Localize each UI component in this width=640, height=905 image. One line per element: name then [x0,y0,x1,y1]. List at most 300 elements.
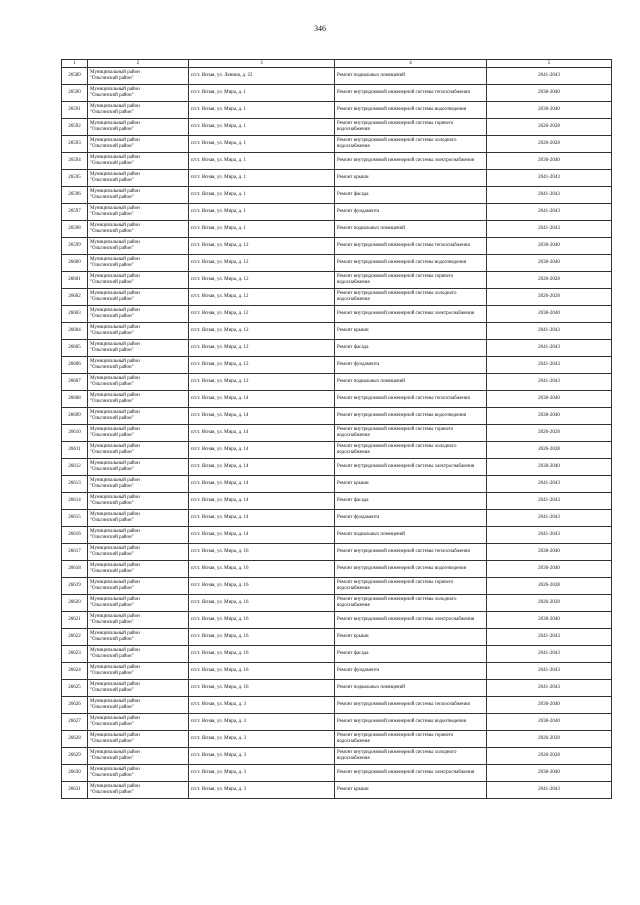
address-cell: п/ст. Ясная, ул. Мира, д. 12 [189,357,335,374]
column-number-header-row [62,60,612,68]
municipality-type: Муниципальный район [90,648,140,654]
municipality-type: Муниципальный район [90,631,140,637]
row-number: 26610 [62,425,88,442]
period-cell: 2041-2043 [487,170,612,187]
municipality-cell [88,748,189,765]
work-type-cell: Ремонт подвальных помещений [335,527,487,544]
row-number: 26605 [62,340,88,357]
work-type-cell: Ремонт подвальных помещений [335,221,487,238]
address-cell: п/ст. Ясная, ул. Мира, д. 12 [189,323,335,340]
address-cell: п/ст. Ясная, ул. Мира, д. 1 [189,170,335,187]
municipality-cell [88,408,189,425]
column-number-3: 3 [189,60,335,68]
municipality-name: "Ольгинский район" [90,467,134,472]
address-cell: п/ст. Ясная, ул. Ленина, д. 22 [189,68,335,85]
municipality-cell [88,612,189,629]
address-cell: п/ст. Ясная, ул. Мира, д. 16 [189,544,335,561]
municipality-type: Муниципальный район [90,699,140,705]
municipality-name: "Ольгинский район" [90,280,134,285]
municipality-type: Муниципальный район [90,682,140,688]
row-number: 26593 [62,136,88,153]
municipality-name: "Ольгинский район" [90,671,134,676]
period-cell: 2038-2040 [487,238,612,255]
municipality-cell [88,170,189,187]
work-type-cell: Ремонт крыши [335,782,487,799]
municipality-cell [88,374,189,391]
row-number: 26621 [62,612,88,629]
table-row [62,255,612,272]
address-cell: п/ст. Ясная, ул. Мира, д. 3 [189,748,335,765]
municipality-name: "Ольгинский район" [90,790,134,795]
row-number: 26608 [62,391,88,408]
table-row [62,476,612,493]
row-number: 26624 [62,663,88,680]
work-type-cell: Ремонт внутридомовой инженерной системы горячего водоснабжения [335,272,487,289]
municipality-name: "Ольгинский район" [90,756,134,761]
period-cell: 2026-2028 [487,578,612,595]
period-cell: 2038-2040 [487,612,612,629]
address-cell: п/ст. Ясная, ул. Мира, д. 12 [189,272,335,289]
work-type-cell: Ремонт внутридомовой инженерной системы теплоснабжения [335,544,487,561]
municipality-cell [88,272,189,289]
table-row [62,391,612,408]
municipality-cell [88,153,189,170]
municipality-name: "Ольгинский район" [90,212,134,217]
period-cell: 2041-2043 [487,204,612,221]
municipality-type: Муниципальный район [90,155,140,161]
work-type-cell: Ремонт внутридомовой инженерной системы водоотведения [335,255,487,272]
period-cell: 2038-2040 [487,85,612,102]
address-cell: п/ст. Ясная, ул. Мира, д. 16 [189,612,335,629]
municipality-name: "Ольгинский район" [90,450,134,455]
work-type-cell: Ремонт внутридомовой инженерной системы электроснабжения [335,765,487,782]
municipality-type: Муниципальный район [90,70,140,76]
table-row [62,357,612,374]
period-cell: 2038-2040 [487,408,612,425]
municipality-cell [88,663,189,680]
address-cell: п/ст. Ясная, ул. Мира, д. 16 [189,595,335,612]
municipality-type: Муниципальный район [90,189,140,195]
table-row [62,68,612,85]
row-number: 26631 [62,782,88,799]
address-cell: п/ст. Ясная, ул. Мира, д. 14 [189,391,335,408]
table-row [62,442,612,459]
address-cell: п/ст. Ясная, ул. Мира, д. 14 [189,527,335,544]
row-number: 26603 [62,306,88,323]
municipality-cell [88,459,189,476]
table-row [62,425,612,442]
municipality-type: Муниципальный район [90,240,140,246]
table-row [62,731,612,748]
row-number: 26590 [62,85,88,102]
table-row [62,153,612,170]
row-number: 26630 [62,765,88,782]
row-number: 26596 [62,187,88,204]
work-type-cell: Ремонт внутридомовой инженерной системы электроснабжения [335,306,487,323]
municipality-type: Муниципальный район [90,495,140,501]
address-cell: п/ст. Ясная, ул. Мира, д. 16 [189,578,335,595]
municipality-type: Муниципальный район [90,665,140,671]
row-number: 26607 [62,374,88,391]
table-row [62,102,612,119]
municipality-name: "Ольгинский район" [90,93,134,98]
period-cell: 2026-2028 [487,272,612,289]
row-number: 26619 [62,578,88,595]
row-number: 26604 [62,323,88,340]
municipality-name: "Ольгинский район" [90,637,134,642]
row-number: 26627 [62,714,88,731]
table-row [62,697,612,714]
municipality-cell [88,136,189,153]
row-number: 26589 [62,68,88,85]
table-row [62,714,612,731]
municipality-cell [88,425,189,442]
municipality-name: "Ольгинский район" [90,399,134,404]
period-cell: 2041-2043 [487,629,612,646]
table-row [62,646,612,663]
municipality-cell [88,765,189,782]
work-type-cell: Ремонт внутридомовой инженерной системы водоотведения [335,102,487,119]
table-row [62,663,612,680]
row-number: 26618 [62,561,88,578]
work-type-cell: Ремонт внутридомовой инженерной системы теплоснабжения [335,391,487,408]
work-type-cell: Ремонт крыши [335,476,487,493]
municipality-type: Муниципальный район [90,784,140,790]
municipality-type: Муниципальный район [90,308,140,314]
table-row [62,680,612,697]
municipality-name: "Ольгинский район" [90,365,134,370]
municipality-type: Муниципальный район [90,512,140,518]
municipality-type: Муниципальный район [90,359,140,365]
address-cell: п/ст. Ясная, ул. Мира, д. 14 [189,425,335,442]
municipality-name: "Ольгинский район" [90,501,134,506]
municipality-name: "Ольгинский район" [90,688,134,693]
period-cell: 2041-2043 [487,646,612,663]
address-cell: п/ст. Ясная, ул. Мира, д. 12 [189,238,335,255]
municipality-type: Муниципальный район [90,478,140,484]
table-row [62,238,612,255]
municipality-type: Муниципальный район [90,529,140,535]
column-number-1: 1 [62,60,88,68]
period-cell: 2041-2043 [487,782,612,799]
period-cell: 2041-2043 [487,187,612,204]
table-row [62,527,612,544]
period-cell: 2038-2040 [487,306,612,323]
table-row [62,612,612,629]
municipality-cell [88,323,189,340]
period-cell: 2038-2040 [487,544,612,561]
row-number: 26614 [62,493,88,510]
municipality-cell [88,595,189,612]
period-cell: 2041-2043 [487,476,612,493]
municipality-cell [88,340,189,357]
period-cell: 2041-2043 [487,663,612,680]
period-cell: 2041-2043 [487,357,612,374]
address-cell: п/ст. Ясная, ул. Мира, д. 1 [189,187,335,204]
work-type-cell: Ремонт крыши [335,323,487,340]
work-type-cell: Ремонт внутридомовой инженерной системы электроснабжения [335,153,487,170]
column-number-2: 2 [88,60,189,68]
municipality-cell [88,697,189,714]
page-number: 346 [314,24,326,33]
work-type-cell: Ремонт внутридомовой инженерной системы теплоснабжения [335,85,487,102]
address-cell: п/ст. Ясная, ул. Мира, д. 3 [189,714,335,731]
work-type-cell: Ремонт подвальных помещений [335,374,487,391]
work-type-cell: Ремонт фундамента [335,204,487,221]
table-row [62,595,612,612]
municipality-cell [88,204,189,221]
work-type-cell: Ремонт фасада [335,340,487,357]
work-type-cell: Ремонт внутридомовой инженерной системы холодного водоснабжения [335,136,487,153]
row-number: 26611 [62,442,88,459]
municipality-cell [88,561,189,578]
municipality-type: Муниципальный район [90,546,140,552]
work-type-cell: Ремонт подвальных помещений [335,68,487,85]
work-type-cell: Ремонт подвальных помещений [335,680,487,697]
municipality-cell [88,578,189,595]
municipality-name: "Ольгинский район" [90,314,134,319]
period-cell: 2041-2043 [487,527,612,544]
table-row [62,561,612,578]
row-number: 26602 [62,289,88,306]
period-cell: 2026-2028 [487,136,612,153]
address-cell: п/ст. Ясная, ул. Мира, д. 1 [189,153,335,170]
municipality-cell [88,357,189,374]
period-cell: 2041-2043 [487,221,612,238]
address-cell: п/ст. Ясная, ул. Мира, д. 3 [189,731,335,748]
column-number-5: 5 [487,60,612,68]
work-type-cell: Ремонт крыши [335,629,487,646]
table-row [62,306,612,323]
table-row [62,221,612,238]
row-number: 26606 [62,357,88,374]
period-cell: 2041-2043 [487,510,612,527]
row-number: 26594 [62,153,88,170]
table-row [62,136,612,153]
row-number: 26616 [62,527,88,544]
municipality-cell [88,255,189,272]
row-number: 26592 [62,119,88,136]
municipality-name: "Ольгинский район" [90,620,134,625]
municipality-type: Муниципальный район [90,291,140,297]
period-cell: 2041-2043 [487,323,612,340]
municipality-type: Муниципальный район [90,223,140,229]
municipality-type: Муниципальный район [90,444,140,450]
period-cell: 2041-2043 [487,493,612,510]
period-cell: 2038-2040 [487,714,612,731]
address-cell: п/ст. Ясная, ул. Мира, д. 12 [189,374,335,391]
row-number: 26628 [62,731,88,748]
municipality-type: Муниципальный район [90,342,140,348]
work-type-cell: Ремонт фундамента [335,357,487,374]
municipality-cell [88,238,189,255]
municipality-name: "Ольгинский район" [90,229,134,234]
municipality-name: "Ольгинский район" [90,127,134,132]
period-cell: 2038-2040 [487,561,612,578]
work-type-cell: Ремонт фундамента [335,663,487,680]
municipality-cell [88,714,189,731]
municipality-name: "Ольгинский район" [90,739,134,744]
municipality-name: "Ольгинский район" [90,110,134,115]
municipality-cell [88,391,189,408]
table-row [62,765,612,782]
municipality-cell [88,221,189,238]
address-cell: п/ст. Ясная, ул. Мира, д. 16 [189,680,335,697]
work-type-cell: Ремонт внутридомовой инженерной системы холодного водоснабжения [335,289,487,306]
address-cell: п/ст. Ясная, ул. Мира, д. 16 [189,629,335,646]
row-number: 26625 [62,680,88,697]
work-type-cell: Ремонт крыши [335,170,487,187]
address-cell: п/ст. Ясная, ул. Мира, д. 1 [189,85,335,102]
address-cell: п/ст. Ясная, ул. Мира, д. 3 [189,782,335,799]
table-body [62,68,612,799]
municipality-type: Муниципальный район [90,325,140,331]
municipality-cell [88,527,189,544]
period-cell: 2041-2043 [487,340,612,357]
municipality-type: Муниципальный район [90,614,140,620]
address-cell: п/ст. Ясная, ул. Мира, д. 1 [189,136,335,153]
address-cell: п/ст. Ясная, ул. Мира, д. 14 [189,493,335,510]
period-cell: 2026-2028 [487,289,612,306]
municipality-cell [88,68,189,85]
row-number: 26620 [62,595,88,612]
work-type-cell: Ремонт внутридомовой инженерной системы электроснабжения [335,459,487,476]
municipality-name: "Ольгинский район" [90,331,134,336]
municipality-name: "Ольгинский район" [90,195,134,200]
municipality-type: Муниципальный район [90,87,140,93]
row-number: 26597 [62,204,88,221]
municipality-name: "Ольгинский район" [90,263,134,268]
address-cell: п/ст. Ясная, ул. Мира, д. 14 [189,476,335,493]
municipality-type: Муниципальный район [90,427,140,433]
row-number: 26598 [62,221,88,238]
address-cell: п/ст. Ясная, ул. Мира, д. 1 [189,119,335,136]
address-cell: п/ст. Ясная, ул. Мира, д. 1 [189,102,335,119]
work-type-cell: Ремонт внутридомовой инженерной системы горячего водоснабжения [335,578,487,595]
municipality-name: "Ольгинский район" [90,654,134,659]
row-number: 26617 [62,544,88,561]
municipality-name: "Ольгинский район" [90,722,134,727]
address-cell: п/ст. Ясная, ул. Мира, д. 1 [189,204,335,221]
table-row [62,748,612,765]
municipality-cell [88,119,189,136]
table-row [62,170,612,187]
period-cell: 2026-2028 [487,119,612,136]
work-type-cell: Ремонт внутридомовой инженерной системы теплоснабжения [335,238,487,255]
municipality-name: "Ольгинский район" [90,76,134,81]
column-number-4: 4 [335,60,487,68]
municipality-type: Муниципальный район [90,393,140,399]
municipality-name: "Ольгинский район" [90,518,134,523]
municipality-type: Муниципальный район [90,733,140,739]
table-row [62,782,612,799]
period-cell: 2026-2028 [487,595,612,612]
period-cell: 2026-2028 [487,731,612,748]
municipality-cell [88,782,189,799]
municipality-name: "Ольгинский район" [90,297,134,302]
municipality-type: Муниципальный район [90,376,140,382]
period-cell: 2026-2028 [487,442,612,459]
municipality-name: "Ольгинский район" [90,586,134,591]
municipality-name: "Ольгинский район" [90,433,134,438]
table-row [62,408,612,425]
municipality-type: Муниципальный район [90,138,140,144]
municipality-name: "Ольгинский район" [90,246,134,251]
address-cell: п/ст. Ясная, ул. Мира, д. 12 [189,306,335,323]
table-row [62,340,612,357]
municipality-type: Муниципальный район [90,172,140,178]
period-cell: 2038-2040 [487,697,612,714]
work-type-cell: Ремонт фасада [335,187,487,204]
period-cell: 2038-2040 [487,391,612,408]
municipality-cell [88,731,189,748]
period-cell: 2038-2040 [487,102,612,119]
table-row [62,187,612,204]
municipality-cell [88,646,189,663]
municipality-cell [88,493,189,510]
row-number: 26626 [62,697,88,714]
work-type-cell: Ремонт внутридомовой инженерной системы водоотведения [335,714,487,731]
municipality-name: "Ольгинский район" [90,552,134,557]
row-number: 26609 [62,408,88,425]
address-cell: п/ст. Ясная, ул. Мира, д. 16 [189,561,335,578]
period-cell: 2038-2040 [487,255,612,272]
work-type-cell: Ремонт внутридомовой инженерной системы холодного водоснабжения [335,595,487,612]
row-number: 26613 [62,476,88,493]
period-cell: 2038-2040 [487,459,612,476]
municipality-name: "Ольгинский район" [90,603,134,608]
row-number: 26600 [62,255,88,272]
municipality-name: "Ольгинский район" [90,535,134,540]
table-row [62,374,612,391]
municipality-name: "Ольгинский район" [90,705,134,710]
address-cell: п/ст. Ясная, ул. Мира, д. 14 [189,459,335,476]
work-type-cell: Ремонт фундамента [335,510,487,527]
table-row [62,119,612,136]
period-cell: 2041-2043 [487,680,612,697]
municipality-type: Муниципальный район [90,410,140,416]
work-type-cell: Ремонт внутридомовой инженерной системы теплоснабжения [335,697,487,714]
municipality-type: Муниципальный район [90,767,140,773]
municipality-type: Муниципальный район [90,206,140,212]
municipality-type: Муниципальный район [90,274,140,280]
work-type-cell: Ремонт фасада [335,493,487,510]
row-number: 26622 [62,629,88,646]
row-number: 26612 [62,459,88,476]
municipality-name: "Ольгинский район" [90,382,134,387]
municipality-type: Муниципальный район [90,121,140,127]
work-type-cell: Ремонт фасада [335,646,487,663]
work-type-cell: Ремонт внутридомовой инженерной системы горячего водоснабжения [335,731,487,748]
table-row [62,578,612,595]
municipality-cell [88,442,189,459]
work-type-cell: Ремонт внутридомовой инженерной системы водоотведения [335,561,487,578]
municipality-name: "Ольгинский район" [90,416,134,421]
table-row [62,272,612,289]
municipality-cell [88,102,189,119]
municipality-type: Муниципальный район [90,563,140,569]
address-cell: п/ст. Ясная, ул. Мира, д. 1 [189,221,335,238]
municipality-name: "Ольгинский район" [90,484,134,489]
work-type-cell: Ремонт внутридомовой инженерной системы горячего водоснабжения [335,425,487,442]
address-cell: п/ст. Ясная, ул. Мира, д. 12 [189,340,335,357]
table-row [62,459,612,476]
municipality-cell [88,476,189,493]
row-number: 26629 [62,748,88,765]
row-number: 26591 [62,102,88,119]
table-row [62,204,612,221]
municipality-cell [88,629,189,646]
